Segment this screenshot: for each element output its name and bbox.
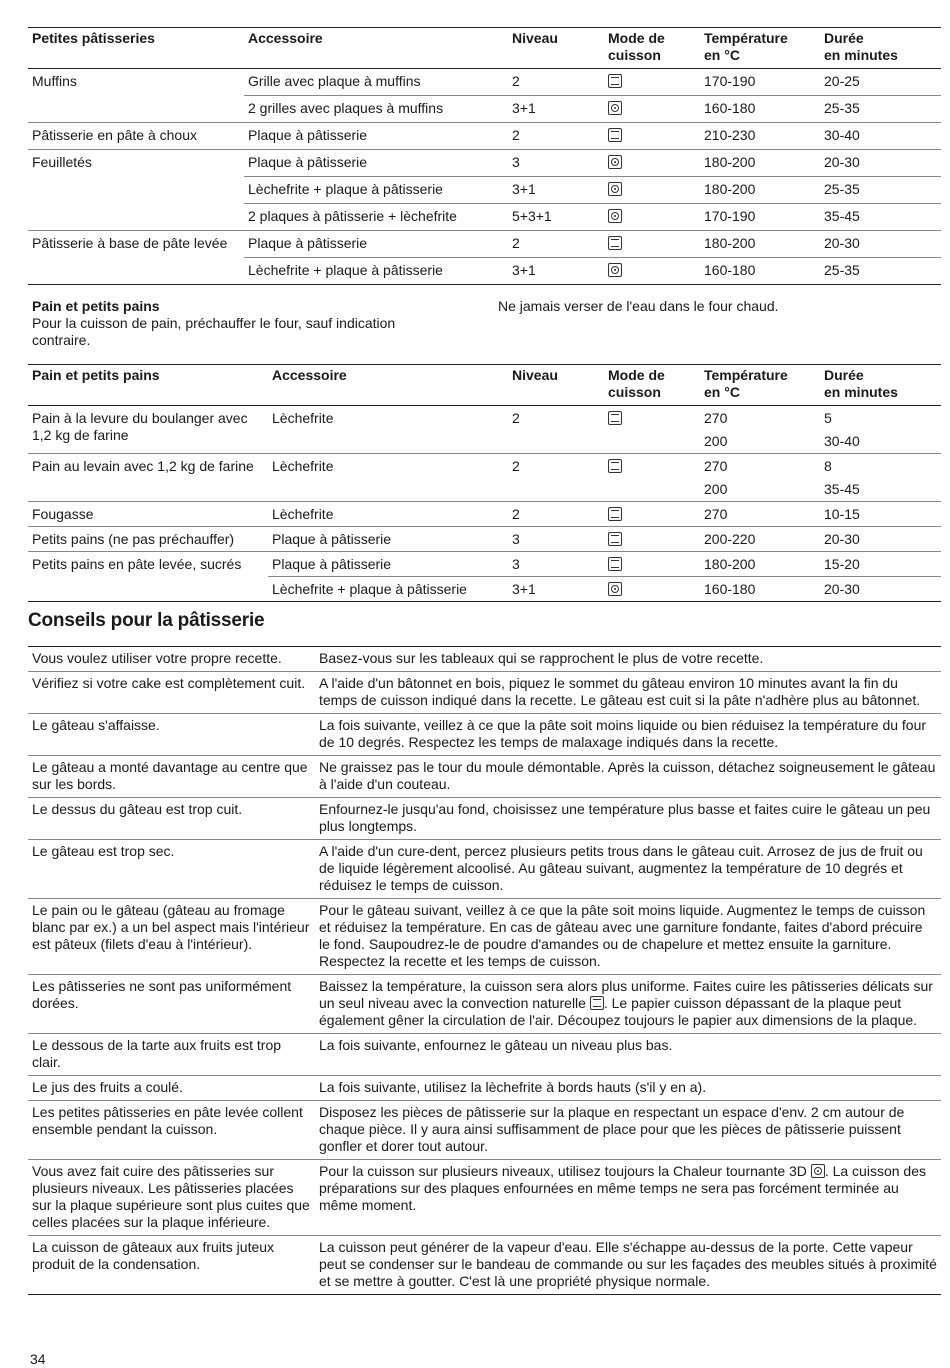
cell-mode [604, 527, 700, 552]
conseil-problem: Le dessus du gâteau est trop cuit. [32, 801, 243, 817]
cell-temperature: 160-180 [704, 262, 756, 278]
conseil-solution: A l'aide d'un bâtonnet en bois, piquez le sommet du gâteau environ 10 minutes avant la fin du temps de cuisson indiqué dans la recette. Le gâteau est cuit si la pâte n'adhère plus au bâtonnet. [319, 675, 921, 708]
cell-mode [604, 454, 700, 502]
cell-mode [604, 406, 700, 454]
col-header-category: Pain et petits pains [32, 367, 160, 383]
cell-temperature: 180-200 [704, 235, 756, 251]
cell-niveau: 2 [512, 235, 520, 251]
cell-niveau: 2 [512, 506, 520, 522]
fan-icon [608, 209, 622, 223]
cell-niveau: 3+1 [512, 100, 536, 116]
table-row [28, 527, 941, 552]
cell-niveau: 3+1 [512, 262, 536, 278]
table-row [28, 552, 941, 577]
conseil-row [28, 672, 941, 714]
top-bottom-icon [608, 557, 622, 571]
cell-category: Feuilletés [28, 150, 244, 231]
table-row [28, 454, 941, 502]
top-bottom-icon [608, 459, 622, 473]
conseil-solution: La fois suivante, enfournez le gâteau un niveau plus bas. [319, 1037, 673, 1053]
conseil-row [28, 714, 941, 756]
cell-category: Pain à la levure du boulanger avec 1,2 kg de farine [28, 406, 268, 454]
cell-niveau: 3 [512, 556, 520, 572]
col-header-accessoire: Accessoire [248, 30, 323, 46]
conseil-problem: Le dessous de la tarte aux fruits est trop clair. [32, 1037, 282, 1070]
conseil-problem: Vérifiez si votre cake est complètement cuit. [32, 675, 306, 691]
cell-accessoire: Plaque à pâtisserie [272, 531, 392, 547]
table-row [28, 123, 941, 150]
cell-temperature: 210-230 [704, 127, 756, 143]
conseil-row [28, 899, 941, 975]
fan-icon [608, 101, 622, 115]
conseil-solution: Pour le gâteau suivant, veillez à ce que la pâte soit moins liquide. Augmentez le temps de cuisson et réduisez la température. En cas de gâteau avec une garniture fondante, faites d'abord précuire le fond. Saupoudrez-le de poudre d'amandes ou de chapelure et mettez ensuite la garniture. Respectez la recette et les temps de cuisson. [319, 902, 926, 969]
cell-accessoire: Lèchefrite [272, 410, 334, 426]
conseil-problem: Le gâteau s'affaisse. [32, 717, 160, 733]
cell-duree: 20-25 [824, 73, 860, 89]
cell-mode [604, 258, 700, 285]
cell-mode [604, 577, 700, 602]
conseil-solution: Basez-vous sur les tableaux qui se rapprochent le plus de votre recette. [319, 650, 764, 666]
conseil-row [28, 1034, 941, 1076]
conseil-solution: A l'aide d'un cure-dent, percez plusieurs petits trous dans le gâteau cuit. Arrosez de jus de fruit ou de liquide légèrement alcoolisé. Au gâteau suivant, augmentez la température de 10 degrés et réduisez le temps de cuisson. [319, 843, 923, 893]
fan-icon [811, 1164, 825, 1178]
cell-accessoire: Lèchefrite + plaque à pâtisserie [248, 262, 443, 278]
cell-duree: 20-30 [824, 154, 860, 170]
conseil-problem: Vous voulez utiliser votre propre recette. [32, 650, 282, 666]
table-row [28, 502, 941, 527]
cell-mode [604, 177, 700, 204]
conseil-problem: Le gâteau a monté davantage au centre que sur les bords. [32, 759, 308, 792]
cell-duree: 10-15 [824, 506, 860, 522]
cell-accessoire: Plaque à pâtisserie [248, 154, 368, 170]
conseil-solution: Pour la cuisson sur plusieurs niveaux, utilisez toujours la Chaleur tournante 3D . La cuisson des préparations sur des plaques enfournées en même temps ne sera pas forcément terminée au même moment. [319, 1163, 926, 1213]
pain-section-intro [32, 298, 452, 349]
cell-mode [604, 69, 700, 96]
cell-duree: 15-20 [824, 556, 860, 572]
top-bottom-icon [608, 74, 622, 88]
top-bottom-icon [608, 507, 622, 521]
cell-duree: 30-40 [824, 127, 860, 143]
cell-mode [604, 150, 700, 177]
cell-niveau: 2 [512, 127, 520, 143]
cell-accessoire: Plaque à pâtisserie [248, 235, 368, 251]
cell-niveau: 2 [512, 410, 520, 426]
cell-accessoire: Lèchefrite + plaque à pâtisserie [272, 581, 467, 597]
cell-temperature: 170-190 [704, 208, 756, 224]
cell-accessoire: Plaque à pâtisserie [248, 127, 368, 143]
petites-patisseries-table [28, 27, 941, 285]
pain-section-note: Ne jamais verser de l'eau dans le four chaud. [498, 298, 779, 314]
col-header-accessoire: Accessoire [272, 367, 347, 383]
conseil-row [28, 756, 941, 798]
cell-duree: 25-35 [824, 262, 860, 278]
cell-duree: 25-35 [824, 100, 860, 116]
conseil-problem: La cuisson de gâteaux aux fruits juteux produit de la condensation. [32, 1239, 275, 1272]
pain-table [28, 364, 941, 602]
cell-niveau: 3 [512, 531, 520, 547]
conseil-row [28, 975, 941, 1034]
pain-section-title: Pain et petits pains [32, 298, 160, 314]
col-header-category: Petites pâtisseries [32, 30, 155, 46]
conseil-solution: Enfournez-le jusqu'au fond, choisissez une température plus basse et faites cuire le gâteau un peu plus longtemps. [319, 801, 931, 834]
conseil-row [28, 1236, 941, 1295]
conseil-row [28, 1076, 941, 1101]
cell-accessoire: Lèchefrite [272, 506, 334, 522]
cell-temperature: 200-220 [704, 531, 756, 547]
table-row [28, 69, 941, 96]
cell-duree: 25-35 [824, 181, 860, 197]
conseil-problem: Le pain ou le gâteau (gâteau au fromage blanc par ex.) a un bel aspect mais l'intérieur est pâteux (filets d'eau à l'intérieur). [32, 902, 310, 952]
cell-niveau: 2 [512, 458, 520, 474]
conseil-problem: Les petites pâtisseries en pâte levée collent ensemble pendant la cuisson. [32, 1104, 303, 1137]
conseil-solution: Ne graissez pas le tour du moule démontable. Après la cuisson, détachez soigneusement le gâteau à l'aide d'un couteau. [319, 759, 936, 792]
conseil-solution: Baissez la température, la cuisson sera alors plus uniforme. Faites cuire les pâtisseries délicats sur un seul niveau avec la convection naturelle . Le papier cuisson dépassant de la plaque peut également gêner la circulation de l'air. Découpez toujours le papier aux dimensions de la plaque. [319, 978, 933, 1028]
fan-icon [608, 582, 622, 596]
cell-temperature: 170-190 [704, 73, 756, 89]
conseil-problem: Le jus des fruits a coulé. [32, 1079, 183, 1095]
cell-category: Fougasse [28, 502, 268, 527]
cell-niveau: 5+3+1 [512, 208, 552, 224]
cell-niveau: 2 [512, 73, 520, 89]
top-bottom-icon [608, 532, 622, 546]
cell-duree: 35-45 [824, 208, 860, 224]
cell-mode [604, 552, 700, 577]
col-header-niveau: Niveau [512, 367, 558, 383]
conseil-row [28, 647, 941, 672]
cell-temperature: 180-200 [704, 181, 756, 197]
fan-icon [608, 182, 622, 196]
table-row [28, 150, 941, 177]
table-row [28, 231, 941, 258]
conseil-row [28, 1160, 941, 1236]
top-bottom-icon [608, 128, 622, 142]
fan-icon [608, 155, 622, 169]
cell-niveau: 3 [512, 154, 520, 170]
col-header-mode: Mode de cuisson [608, 30, 665, 63]
cell-accessoire: Lèchefrite + plaque à pâtisserie [248, 181, 443, 197]
cell-temperature: 270 200 [704, 458, 728, 497]
cell-mode [604, 123, 700, 150]
table-row [28, 406, 941, 454]
cell-duree: 20-30 [824, 235, 860, 251]
cell-category: Petits pains (ne pas préchauffer) [28, 527, 268, 552]
cell-duree: 20-30 [824, 581, 860, 597]
cell-category: Pâtisserie à base de pâte levée [28, 231, 244, 285]
cell-category: Pâtisserie en pâte à choux [28, 123, 244, 150]
col-header-temperature: Température en °C [704, 30, 788, 63]
cell-duree: 8 35-45 [824, 458, 860, 497]
cell-accessoire: Plaque à pâtisserie [272, 556, 392, 572]
conseils-title: Conseils pour la pâtisserie [28, 610, 265, 631]
top-bottom-icon [608, 411, 622, 425]
cell-duree: 5 30-40 [824, 410, 860, 449]
conseil-solution: Disposez les pièces de pâtisserie sur la plaque en respectant un espace d'env. 2 cm autour de chaque pièce. Il y aura ainsi suffisamment de place pour que les pièces de pâtisserie puissent gonfler et dorer tout autour. [319, 1104, 905, 1154]
table-header [28, 365, 941, 406]
col-header-temperature: Température en °C [704, 367, 788, 400]
cell-temperature: 270 [704, 506, 728, 522]
conseil-solution: La cuisson peut générer de la vapeur d'eau. Elle s'échappe au-dessus de la porte. Cette vapeur peut se condenser sur le bandeau de commande ou sur les façades des meubles situés à proximité et se mettre à goutter. C'est là une propriété physique normale. [319, 1239, 937, 1289]
cell-niveau: 3+1 [512, 581, 536, 597]
cell-category: Pain au levain avec 1,2 kg de farine [28, 454, 268, 502]
cell-temperature: 270 200 [704, 410, 728, 449]
col-header-duree: Durée en minutes [824, 367, 898, 400]
top-bottom-icon [590, 996, 604, 1010]
page-number: 34 [30, 1351, 46, 1367]
pain-section-text: Pour la cuisson de pain, préchauffer le four, sauf indication contraire. [32, 315, 396, 348]
conseil-problem: Vous avez fait cuire des pâtisseries sur plusieurs niveaux. Les pâtisseries placées sur la plaque supérieure sont plus cuites que celles placées sur la plaque inférieure. [32, 1163, 310, 1230]
cell-category: Petits pains en pâte levée, sucrés [28, 552, 268, 602]
cell-mode [604, 204, 700, 231]
cell-mode [604, 502, 700, 527]
cell-accessoire: Lèchefrite [272, 458, 334, 474]
conseil-row [28, 1101, 941, 1160]
conseil-row [28, 798, 941, 840]
conseils-table [28, 646, 941, 1295]
conseil-problem: Le gâteau est trop sec. [32, 843, 175, 859]
conseil-problem: Les pâtisseries ne sont pas uniformément dorées. [32, 978, 292, 1011]
conseil-solution: La fois suivante, veillez à ce que la pâte soit moins liquide ou bien réduisez la température du four de 10 degrés. Respectez les temps de malaxage indiqués dans la recette. [319, 717, 927, 750]
cell-temperature: 180-200 [704, 556, 756, 572]
conseil-row [28, 840, 941, 899]
cell-accessoire: Grille avec plaque à muffins [248, 73, 421, 89]
cell-temperature: 160-180 [704, 581, 756, 597]
table-header [28, 28, 941, 69]
cell-accessoire: 2 plaques à pâtisserie + lèchefrite [248, 208, 457, 224]
cell-temperature: 180-200 [704, 154, 756, 170]
col-header-niveau: Niveau [512, 30, 558, 46]
col-header-duree: Durée en minutes [824, 30, 898, 63]
cell-niveau: 3+1 [512, 181, 536, 197]
cell-category: Muffins [28, 69, 244, 123]
conseil-solution: La fois suivante, utilisez la lèchefrite à bords hauts (s'il y en a). [319, 1079, 707, 1095]
fan-icon [608, 263, 622, 277]
cell-duree: 20-30 [824, 531, 860, 547]
col-header-mode: Mode de cuisson [608, 367, 665, 400]
cell-mode [604, 96, 700, 123]
cell-accessoire: 2 grilles avec plaques à muffins [248, 100, 444, 116]
cell-mode [604, 231, 700, 258]
top-bottom-icon [608, 236, 622, 250]
cell-temperature: 160-180 [704, 100, 756, 116]
